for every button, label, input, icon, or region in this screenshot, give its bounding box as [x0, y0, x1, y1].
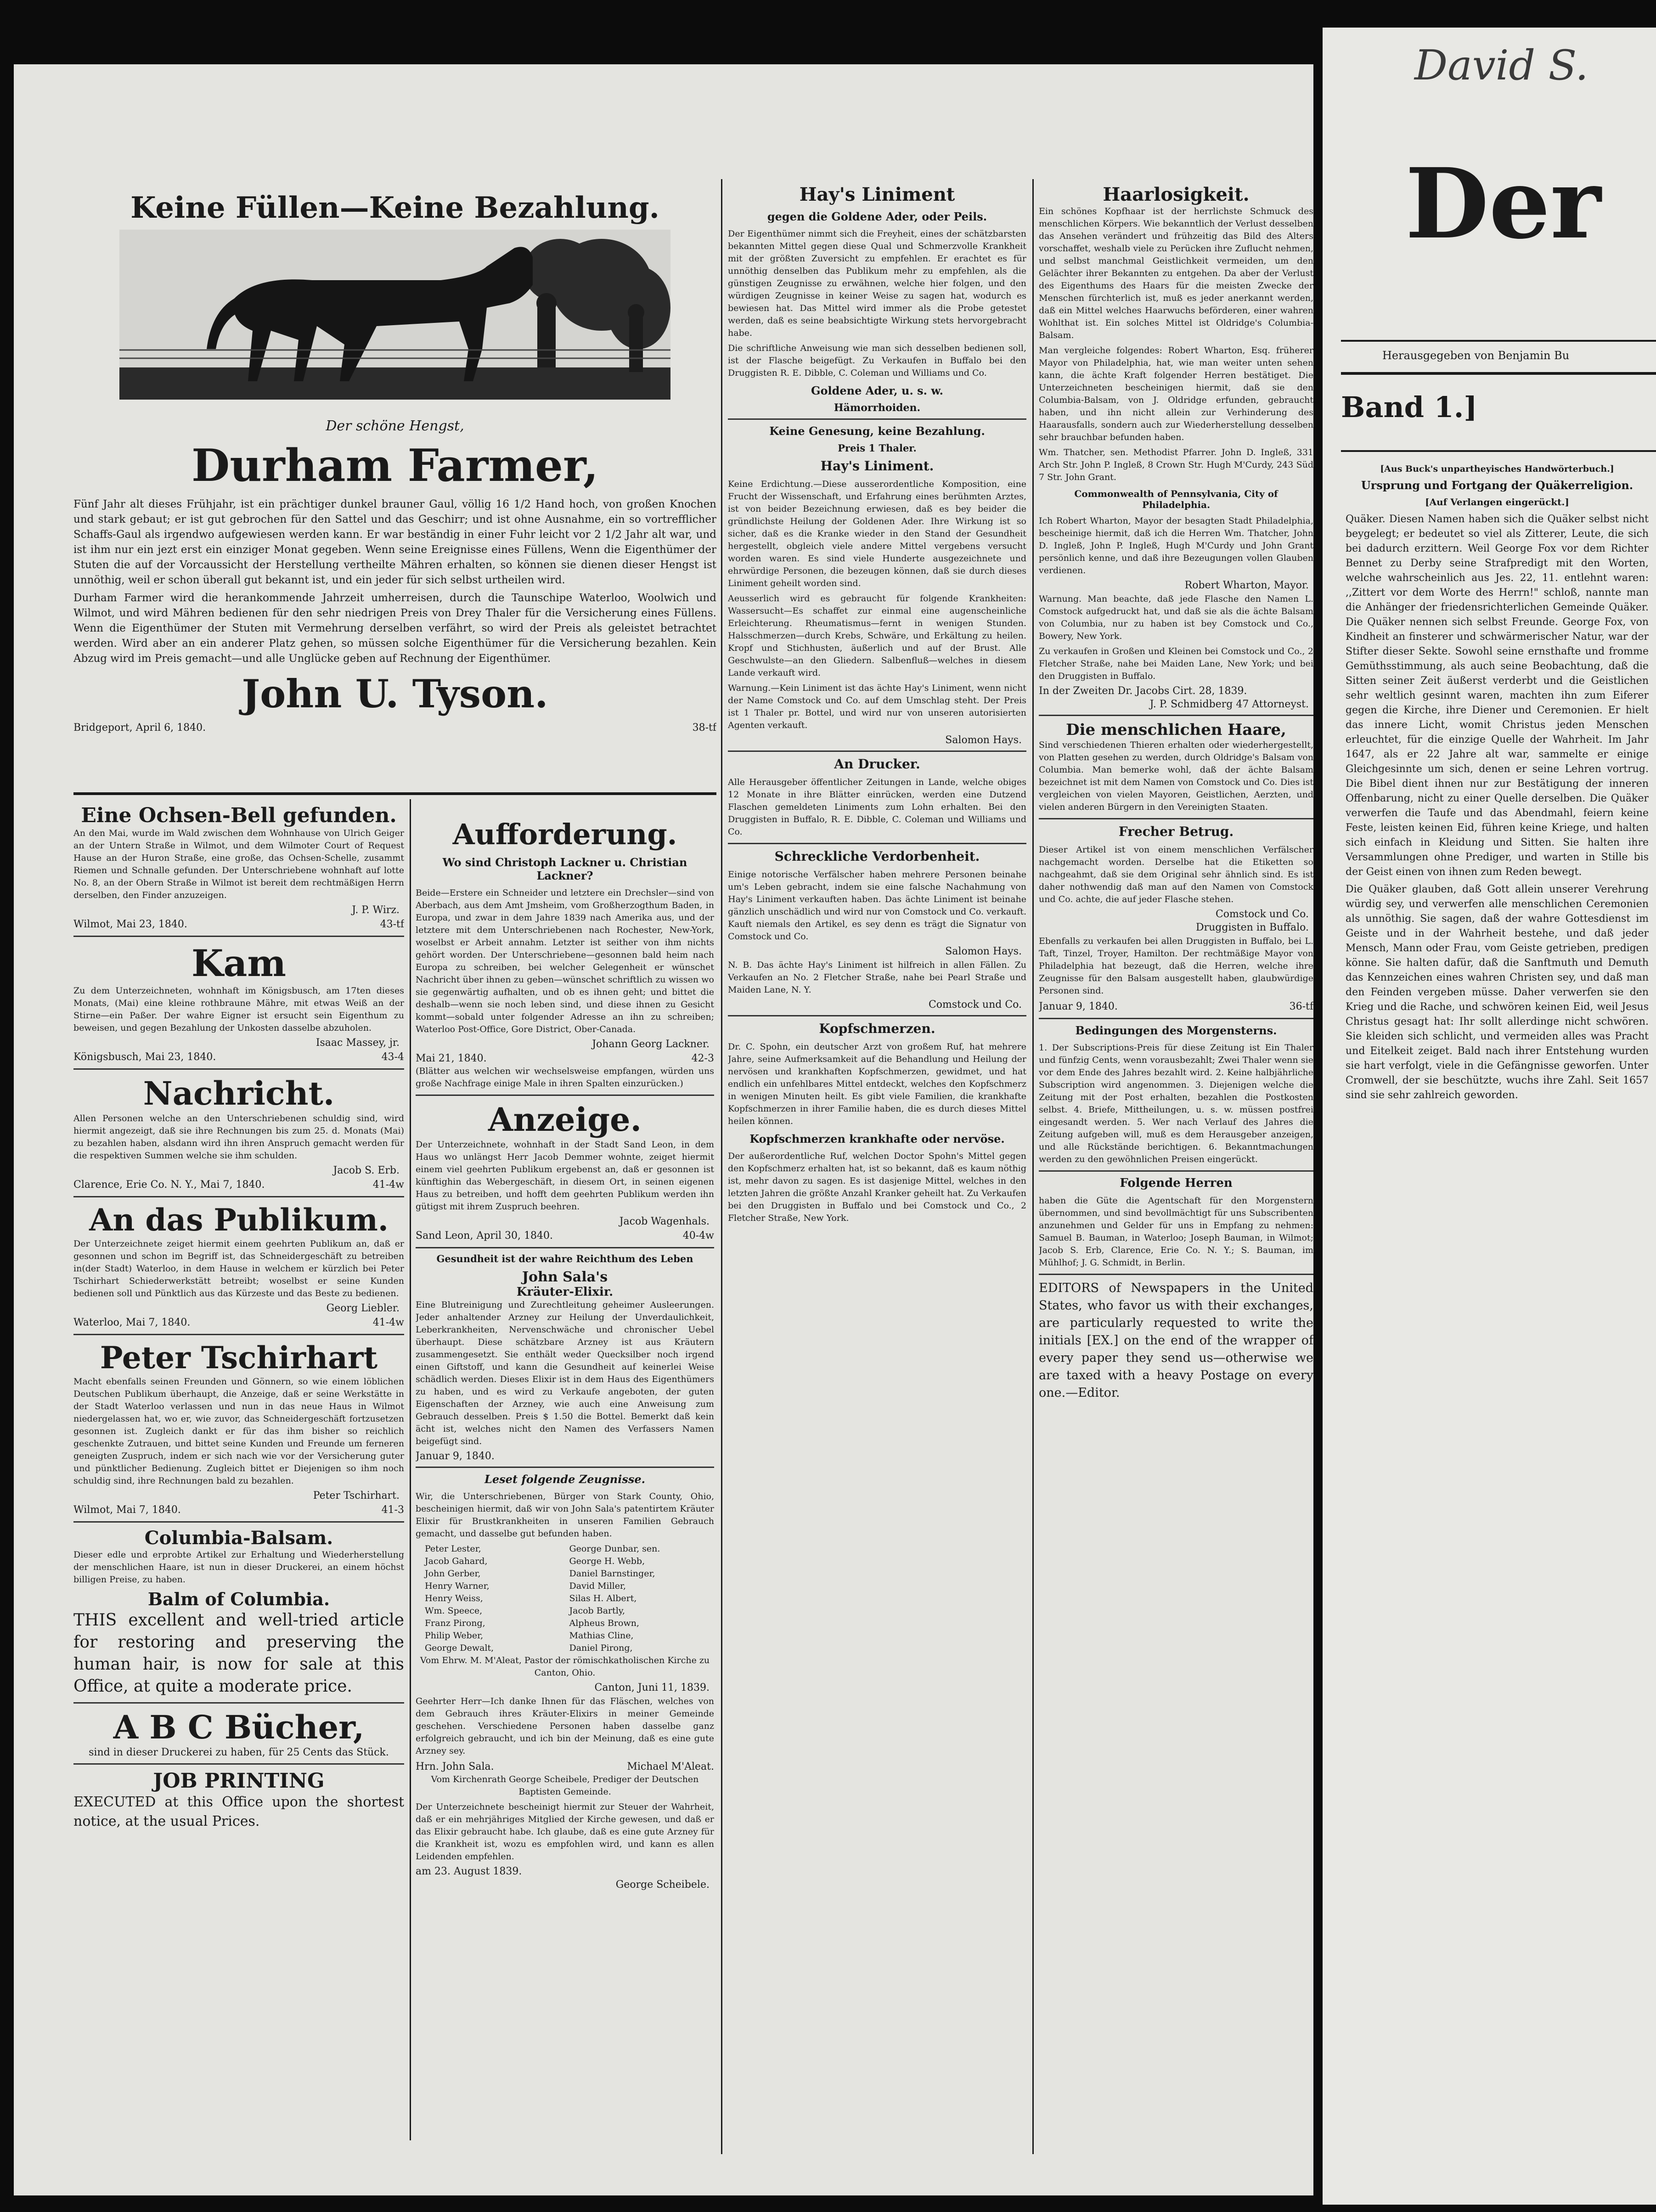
publikum-date: Waterloo, Mai 7, 1840. [73, 1317, 191, 1328]
scheibele-date: am 23. August 1839. [416, 1866, 522, 1877]
divider [1341, 372, 1656, 375]
canton-sig-2: Michael M'Aleat. [627, 1761, 714, 1772]
kopfschmerzen2-text: Der außerordentliche Ruf, welchen Doctor Spohn's Mittel gegen den Kopfschmerz erhalten hat, ist so bekannt, daß es kaum nöthig ist, mehr davon zu sagen. Es ist dasjenige Mittel, welches in den letzten Jahren die größte Anzahl Kranker geheilt hat. Zu Verkaufen bei den Druggisten in Buffalo und bei Comstock und Co., 2 Fletcher Straße, New York. [728, 1151, 1026, 1223]
testimonials-title: Leset folgende Zeugnisse. [484, 1473, 645, 1486]
divider [73, 1196, 404, 1197]
job-printing-title: JOB PRINTING [153, 1769, 325, 1793]
hays-subtitle: gegen die Goldene Ader, oder Peils. [767, 210, 987, 223]
kam-dateline [73, 1050, 404, 1064]
sala-subtitle: Kräuter-Elixir. [516, 1285, 614, 1299]
betrug-dateline [1039, 1000, 1313, 1013]
balm-title: Balm of Columbia. [147, 1589, 330, 1609]
ox-date: Wilmot, Mai 23, 1840. [73, 919, 187, 930]
abc-title: A B C Bücher, [113, 1708, 365, 1746]
nachricht-title: Nachricht. [143, 1074, 335, 1112]
mayor-text: Ich Robert Wharton, Mayor der besagten Stadt Philadelphia, bescheinige hiermit, daß ich die Herren Wm. Thatcher, John D. Ingleß, John P. Ingleß, Hugh M'Curdy und John Grant persönlich kenne, und daß ihre Bezeugungen vollen Glauben verdienen. [1039, 516, 1313, 576]
ox-ref: 43-tf [380, 919, 404, 930]
divider [1341, 340, 1656, 342]
divider [73, 1702, 404, 1704]
betrug-signature: Comstock und Co. [1215, 908, 1309, 920]
ox-text: An den Mai, wurde im Wald zwischen dem Wohnhause von Ulrich Geiger an der Untern Straße in Wilmot, und dem Wilmoter Court of Request Hause an der Huron Straße, eine große, das Ochsen-Schelle, zusammt Riemen und Schnalle gefunden. Der Unterschriebene wohnhaft auf lotte No. 8, an der Obern Straße in Wilmot ist bereit dem rechtmäßigen Herrn derselben, den Finder anzuzeigen. [73, 828, 404, 900]
column-rule [721, 179, 722, 2154]
canton-date: Canton, Juni 11, 1839. [594, 1682, 710, 1693]
price-line: Preis 1 Thaler. [838, 442, 917, 454]
ox-signature: J. P. Wirz. [352, 904, 400, 916]
aufforderung-subtitle: Wo sind Christoph Lackner u. Christian Lackner? [442, 856, 687, 882]
canton-signatures [416, 1760, 714, 1773]
columbia-balsam-title: Columbia-Balsam. [144, 1527, 333, 1549]
canton-line: Vom Ehrw. M. M'Aleat, Pastor der römischkatholischen Kirche zu Canton, Ohio. [420, 1655, 710, 1678]
sala-date: Januar 9, 1840. [416, 1450, 495, 1462]
aufforderung-text: Beide—Erstere ein Schneider und letztere ein Drechsler—sind von Aberbach, aus dem Amt Jmsheim, vom Großherzogthum Baden, in Europa, und zwar in dem Jahre 1839 nach Amerika aus, und der letztere mit dem Unterschriebenen nach Rochester, New-York, woselbst er Arbeit annahm. Letzter ist seither von ihm nichts gehört worden. Der Unterschriebene—gesonnen bald heim nach Europa zu schreiben, bei welcher Gelegenheit er wünschet Nachricht über ihnen zu geben—wünschet schriftlich zu wissen wo sie gegenwärtig aufhalten, und ob es ihnen geht; und bittet die deshalb—wenn sie noch leben sind, und diese ihnen zu Gesicht kommt—sobald unter folgender Adresse an ihn zu schreiben; Waterloo Post-Office, Gore District, Ober-Canada. [416, 888, 714, 1034]
kopfschmerzen2-title: Kopfschmerzen krankhafte oder nervöse. [749, 1132, 1005, 1146]
haarlosigkeit-title: Haarlosigkeit. [1103, 184, 1250, 205]
aufforderung-signature: Johann Georg Lackner. [592, 1038, 710, 1050]
warnung-text-2: Zu verkaufen in Großen und Kleinen bei Comstock und Co., 2 Fletcher Straße, nahe bei Maiden Lane, New York; und bei den Druggisten in Buffalo. [1039, 646, 1313, 681]
mayor-signature: Robert Wharton, Mayor. [1184, 580, 1309, 591]
job-printing-text: EXECUTED at this Office upon the shortest notice, at the usual Prices. [73, 1794, 404, 1829]
aufforderung-title: Aufforderung. [452, 818, 677, 851]
betrug-text-2: Ebenfalls zu verkaufen bei allen Druggisten in Buffalo, bei L. Taft, Tinzel, Troyer, Hamilton. Der rechtmäßige Mayor von Philadelphia hat bezeugt, daß die Herren, welche ihre Zeugnisse für den Balsam ausgestellt haben, glaubwürdige Personen sind. [1039, 936, 1313, 996]
testimonial-name: Jacob Bartly, [569, 1606, 625, 1616]
kam-ref: 43-4 [381, 1051, 404, 1063]
testimonial-name: George Dewalt, [425, 1643, 494, 1653]
testimonial-name: Mathias Cline, [569, 1631, 634, 1641]
divider [73, 936, 404, 937]
no-cure-line: Keine Genesung, keine Bezahlung. [769, 424, 985, 438]
divider [1039, 818, 1313, 819]
divider [73, 1334, 404, 1335]
column-1 [73, 181, 716, 788]
aufforderung-dateline [416, 1052, 714, 1065]
hays2-text-3: Warnung.—Kein Liniment ist das ächte Hay's Liniment, wenn nicht der Name Comstock und Co. auf dem Umschlag steht. Der Preis ist 1 Thaler pr. Bottel, und wird nur von unseren autorisierten Agenten verkauft. [728, 683, 1026, 730]
nachricht-text: Allen Personen welche an den Unterschriebenen schuldig sind, wird hiermit angezeigt, daß sie ihre Rechnungen bis zum 25. d. Monats (Mai) zu bezahlen haben, alsdann wird ihn ihren Anspruch gemacht werden für die respektiven Summen welche sie ihm schulden. [73, 1113, 404, 1161]
right-article [1346, 459, 1649, 2186]
publikum-title: An das Publikum. [89, 1202, 389, 1238]
horse-name: Durham Farmer, [192, 440, 598, 491]
betrug-date: Januar 9, 1840. [1039, 1001, 1118, 1012]
banner-title: Keine Füllen—Keine Bezahlung. [130, 191, 659, 225]
horse-signature: John U. Tyson. [242, 671, 548, 717]
column-3 [728, 184, 1026, 2172]
article-text-2: Die Quäker glauben, daß Gott allein unserer Verehrung würdig sey, und verwerfen alle menschlichen Ceremonien als unnöthig. Sie sagen, daß der wahre Gottesdienst im Geiste und in der Wahrheit bestehe, und daß jeder Mensch, Mann oder Frau, vom Geiste getrieben, predigen könne. Sie halten dafür, daß die Sanftmuth und Demuth das Kennzeichen eines wahren Christen sey, und daß man den Feinden vergeben müsse. Daher verwerfen sie den Krieg und die Rache, und schwören keinen Eid, weil Jesus Christus gesagt hat: Ihr sollt allerdinge nicht schwören. Sie kleiden sich schlicht, und vermeiden alles was Pracht und Eitelkeit zeiget. Bald nach ihrer Entstehung wurden sie hart verfolgt, viele in die Gefängnisse geworfen. Unter Cromwell, der sie beschützte, wuchs ihre Zahl. Seit 1657 sind sie sehr zahlreich geworden. [1346, 884, 1649, 1101]
masthead-title: Der [1405, 147, 1601, 260]
article-subtitle: [Auf Verlangen eingerückt.] [1425, 497, 1569, 508]
testimonial-name: Daniel Barnstinger, [569, 1569, 655, 1579]
schreckliche-signature: Salomon Hays. [945, 946, 1022, 957]
sala-text: Eine Blutreinigung und Zurechtleitung geheimer Ausleerungen. Jeder anhaltender Arzney zur Heilung der Unverdaulichkeit, Leberkrankheiten, Nervenschwäche und chronischer Uebel überhaupt. Diese schätzbare Arzney ist aus Kräutern zusammengesetzt. Sie enthält weder Quecksilber noch irgend einen Giftstoff, und kann die Gesundheit auf keinerlei Weise schädlich werden. Dieses Elixir ist in dem Haus des Eigenthümers zu haben, und es wird zu Verkaufe angeboten, der guten Eigenschaften der Arzney, wie auch eine Anweisung zum Gebrauch desselben. Preis $ 1.50 die Bottel. Bemerkt daß kein ächt ist, welches nicht den Namen des Verfassers Namen beigefügt sind. [416, 1300, 714, 1446]
testimonials-text: Wir, die Unterschriebenen, Bürger von Stark County, Ohio, bescheinigen hiermit, daß wir von John Sala's patentirtem Kräuter Elixir für Brustkrankheiten in unseren Familien Gebrauch gemacht, und dasselbe gut befunden haben. [416, 1491, 714, 1539]
haare-title: Die menschlichen Haare, [1066, 721, 1286, 739]
golden-ader-line: Goldene Ader, u. s. w. [811, 384, 943, 397]
kam-signature: Isaac Massey, jr. [315, 1037, 400, 1049]
horse-ref: 38-tf [692, 722, 716, 734]
testimonial-name: Philip Weber, [425, 1631, 484, 1641]
testimonial-name: Henry Warner, [425, 1581, 490, 1591]
column-4 [1039, 184, 1313, 2172]
anzeige-ref: 40-4w [682, 1230, 714, 1241]
scheibele-text: Der Unterzeichnete bescheinigt hiermit zur Steuer der Wahrheit, daß er ein mehrjähriges Mitglied der Kirche gewesen, und daß er das Elixir gebraucht habe. Ich glaube, daß es eine gute Arzney für die Krankheit ist, wozu es empfohlen wird, und kann es allen Leidenden empfehlen. [416, 1802, 714, 1862]
hays2-text-2: Aeusserlich wird es gebraucht für folgende Krankheiten: Wassersucht—Es schaffet zur einmal eine augenscheinliche Erleichterung. Rheumatismus—fernt in wenigen Stunden. Halsschmerzen—durch Krebs, Schwäre, und Erkältung zu heilen. Kropf und Stichhusten, äußerlich und auf der Brust. Alle Geschwulste—an den Gliedern. Salbenfluß—welches in diesem Lande verkauft wird. [728, 593, 1026, 678]
nachricht-signature: Jacob S. Erb. [333, 1165, 400, 1176]
hays-text-2: Die schriftliche Anweisung wie man sich desselben bedienen soll, ist der Flasche beigefügt. Zu Verkaufen in Buffalo bei den Druggisten R. E. Dibble, C. Coleman und Williams und Co. [728, 343, 1026, 378]
divider [416, 1467, 714, 1468]
column-rule [410, 799, 411, 2140]
tschirhart-date: Wilmot, Mai 7, 1840. [73, 1504, 181, 1516]
tschirhart-signature: Peter Tschirhart. [313, 1490, 400, 1501]
warnung-date: In der Zweiten Dr. Jacobs Cirt. 28, 1839. [1039, 685, 1247, 697]
hays-text: Der Eigenthümer nimmt sich die Freyheit, eines der schätzbarsten bekannten Mittel gegen diese Qual und Schmerzvolle Krankheit mit der größten Zuversicht zu empfehlen. Er erachtet es für unnöthig denselben das Publikum mehr zu empfehlen, als die günstigen Zeugnisse zu erwähnen, welche hier folgen, und den würdigen Zeugnisse in keiner Weise zu sagen hat, wodurch es bewiesen hat. Das Mittel wird immer als die Probe getestet werden, daß es seine beabsichtigte Wirkung stets hervorgebracht habe. [728, 229, 1026, 338]
ox-dateline [73, 918, 404, 931]
nachricht-dateline [73, 1178, 404, 1191]
aufforderung-date: Mai 21, 1840. [416, 1053, 487, 1064]
haarlosigkeit-text-2: Man vergleiche folgendes: Robert Wharton, Esq. früherer Mayor von Philadelphia, hat, wie man weiter unten sehen kann, die ächte Kraft folgender Herren bestätiget. Die Unterzeichneten bescheinigen hiermit, daß sie den Columbia-Balsam, von J. Oldridge erfunden, gebraucht haben, und ihn nicht allein zur Verhinderung des Haarausfalls, sondern auch zur Wiederherstellung desselben sehr brauchbar befunden haben. [1039, 345, 1313, 442]
ox-title: Eine Ochsen-Bell gefunden. [81, 804, 397, 827]
abc-text: sind in dieser Druckerei zu haben, für 25 Cents das Stück. [89, 1747, 389, 1758]
testimonial-name: Peter Lester, [425, 1544, 481, 1554]
schreckliche-title: Schreckliche Verdorbenheit. [774, 849, 980, 864]
health-line: Gesundheit ist der wahre Reichthum des Leben [436, 1253, 693, 1264]
column-rule [1032, 179, 1034, 2154]
betrug-address: Druggisten in Buffalo. [1195, 922, 1309, 933]
aufforderung-ref: 42-3 [691, 1053, 714, 1064]
betrug-text: Dieser Artikel ist von einem menschlichen Verfälscher nachgemacht worden. Derselbe hat die Etiketten so nachgeahmt, daß sie dem Original sehr ähnlich sind. Es ist daher nothwendig daß man auf den Namen von Comstock und Co. achte, die auf jeder Flasche stehen. [1039, 845, 1313, 904]
schreckliche-note: N. B. Das ächte Hay's Liniment ist hilfreich in allen Fällen. Zu Verkaufen an No. 2 Fletcher Straße, nahe bei Pearl Straße und Maiden Lane, N. Y. [728, 960, 1026, 995]
testimonial-name: Franz Pirong, [425, 1618, 485, 1628]
testimonial-name: George Dunbar, sen. [569, 1544, 660, 1554]
column-2 [416, 818, 714, 2172]
publikum-signature: Georg Liebler. [326, 1303, 400, 1314]
divider [728, 418, 1026, 420]
canton-sig-1: Hrn. John Sala. [416, 1761, 494, 1772]
horse-subtitle: Der schöne Hengst, [326, 418, 464, 434]
nachricht-ref: 41-4w [372, 1179, 404, 1191]
scheibele-signature: George Scheibele. [615, 1879, 710, 1890]
testimonial-name: Daniel Pirong, [569, 1643, 633, 1653]
anzeige-date: Sand Leon, April 30, 1840. [416, 1230, 553, 1241]
hays2-signature: Salomon Hays. [945, 734, 1022, 746]
balm-text: THIS excellent and well-tried article for restoring and preserving the human hair, is now for sale at this Office, at quite a moderate price. [73, 1611, 404, 1696]
publikum-text: Der Unterzeichnete zeiget hiermit einem geehrten Publikum an, daß er gesonnen und schon im Begriff ist, das Schneidergeschäft zu betreiben in(der Stadt) Waterloo, in dem Hause in welchem er kürzlich bei Peter Tschirhart Schiederwerkstätt betreibt; woselbst er seine Kunden bedienen soll und Pünktlich aus das Kürzeste und das Beste zu bedienen. [73, 1239, 404, 1298]
tschirhart-title: Peter Tschirhart [100, 1340, 378, 1376]
divider [416, 1095, 714, 1096]
anzeige-text: Der Unterzeichnete, wohnhaft in der Stadt Sand Leon, in dem Haus wo unlängst Herr Jacob Demmer wohnte, zeiget hiermit einem viel geehrten Publikum ergebenst an, daß er gesonnen ist künftighin das Webergeschäft, in diesem Ort, in seinen eigenen Haus zu betreiben, und hofft dem geehrten Publikum werden ihn gütigst mit ihrem Zuspruch beehren. [416, 1140, 714, 1212]
testimonial-name: John Gerber, [425, 1569, 481, 1579]
kam-text: Zu dem Unterzeichneten, wohnhaft im Königsbusch, am 17ten dieses Monats, (Mai) eine kleine rothbraune Mähre, mit etwas Weiß an der Stirne—ein Paßer. Der wahre Eigner ist ersucht sein Eigenthum zu beweisen, und gegen Bezahlung der Unkosten dasselbe abzuholen. [73, 986, 404, 1033]
sala-title: John Sala's [522, 1269, 608, 1285]
haare-text: Sind verschiedenen Thieren erhalten oder wiederhergestellt, von Platten gesehen zu werden, durch Oldridge's Balsam von Columbia. Man bemerke wohl, daß der ächte Balsam bezeichnet ist mit dem Namen von Comstock und Co. Dies ist vergleichen von vielen Mayoren, Geistlichen, Aerzten, und vielen anderen Bürgern in den Vereinigten Staaten. [1039, 740, 1313, 812]
scheibele-line: Vom Kirchenrath George Scheibele, Prediger der Deutschen Baptisten Gemeinde. [431, 1774, 699, 1797]
divider [1039, 1018, 1313, 1019]
publisher-line: Herausgegeben von Benjamin Bu [1382, 349, 1570, 362]
divider [1039, 715, 1313, 716]
hays2-text: Keine Erdichtung.—Diese ausserordentliche Komposition, eine Frucht der Wissenschaft, und Erfahrung eines berühmten Arztes, ist von beider Bezeichnung erwiesen, daß es bey beider die gründlichste Heilung der Goldenen Ader. Ihre Wirkung ist so sicher, daß es die Kranke wieder in den Stand der Gesundheit hergestellt, obgleich viele andere Mittel vergebens versucht worden waren. Es sind viele Hunderte ausgezeichnete und ehrwürdige Personen, die bezeugen können, daß sie durch dieses Liniment geheilt worden sind. [728, 479, 1026, 588]
aufforderung-note: (Blätter aus welchen wir wechselsweise empfangen, würden uns große Nachfrage einige Male in ihren Spalten einzurücken.) [416, 1066, 714, 1089]
article-source: [Aus Buck's unpartheyisches Handwörterbuch.] [1380, 464, 1614, 474]
horse-dateline [73, 721, 716, 734]
bedingungen-text: 1. Der Subscriptions-Preis für diese Zeitung ist Ein Thaler und fünfzig Cents, wenn vorausbezahlt; Zwei Thaler wenn sie vor dem Ende des Jahres bezahlt wird. 2. Keine halbjährliche Subscription wird angenommen. 3. Diejenigen welche die Zeitung mit der Post erhalten, bezahlen die Postkosten selbst. 4. Briefe, Mittheilungen, u. s. w. müssen postfrei eingesandt werden. 5. Wer nach Verlauf des Jahres die Zeitung aufgeben will, muß es dem Herausgeber anzeigen, und alle Rückstände berichtigen. 6. Bekanntmachungen werden zu den gewöhnlichen Preisen eingerückt. [1039, 1043, 1313, 1164]
testimonial-name: David Miller, [569, 1581, 626, 1591]
hays-title: Hay's Liniment [799, 184, 955, 205]
tschirhart-ref: 41-3 [381, 1504, 404, 1516]
horse-description: Fünf Jahr alt dieses Frühjahr, ist ein prächtiger dunkel brauner Gaul, völlig 16 1/2 Hand hoch, von großen Knochen und stark gebaut; er ist gut gebrochen für den Sattel und das Geschirr; und ist ohne Ausnahme, ein so vortrefflicher Schaffs-Gaul als irgendwo aufgewiesen werden kann. Er war beständig in einer Fuhr leicht vor 2 1/2 Jahr alt war, und ist ihm nur ein jezt erst ein einziger Monat gegeben. Wenn seine Ereignisse eines Füllens, Wenn die Eigenthümer der Stuten die auf der Vorcaussicht der Herstellung vertheilte Mähren erhalten, so können sie dienen dieser Hengst ist unnöthig, weil er schon überall gut bekannt ist, und ein jeder für sich selbst urtheilen wird. [73, 498, 716, 586]
kam-date: Königsbusch, Mai 23, 1840. [73, 1051, 216, 1063]
tschirhart-dateline [73, 1503, 404, 1517]
publikum-dateline [73, 1316, 404, 1329]
mayor-line: Commonwealth of Pennsylvania, City of Philadelphia. [1074, 488, 1278, 510]
newspaper-page-left [14, 64, 1313, 2195]
canton-text: Geehrter Herr—Ich danke Ihnen für das Fläschen, welches von dem Gebrauch ihres Kräuter-Elixirs in meiner Gemeinde geschehen. Verschiedene Personen haben dasselbe ganz erfolgreich gebraucht, und ich bin der Meinung, daß es eine gute Arzney sey. [416, 1696, 714, 1756]
testimonial-name: Henry Weiss, [425, 1593, 483, 1603]
drucker-title: An Drucker. [834, 756, 920, 772]
anzeige-dateline [416, 1229, 714, 1242]
horse-illustration [119, 230, 670, 400]
anzeige-signature: Jacob Wagenhals. [619, 1216, 710, 1227]
columbia-balsam-text: Dieser edle und erprobte Artikel zur Erhaltung und Wiederherstellung der menschlichen Haare, ist nun in dieser Druckerei, an einem höchst billigen Preise, zu haben. [73, 1550, 404, 1585]
publikum-ref: 41-4w [372, 1317, 404, 1328]
bedingungen-title: Bedingungen des Morgensterns. [1075, 1024, 1277, 1037]
divider [1341, 450, 1656, 452]
kopfschmerzen-title: Kopfschmerzen. [819, 1021, 935, 1036]
divider [416, 1247, 714, 1248]
testimonial-name: Wm. Speece, [425, 1606, 483, 1616]
newspaper-page-right [1323, 28, 1656, 2205]
divider [73, 792, 716, 795]
haarlosigkeit-text: Ein schönes Kopfhaar ist der herrlichste Schmuck des menschlichen Körpers. Wie bekanntlich der Verlust desselben das Ansehen verändert und frühzeitig das Bild des Alters vorschaffet, weshalb viele zu Perücken ihre Zuflucht nehmen, und selbst manchmal Geistlichkeit vermeiden, um den Gelächter ihrer Bekannten zu entgehen. Da aber der Verlust des Eigenthums des Haars für die meisten Zwecke der Menschen fürchterlich ist, muß es jeder anerkannt werden, daß ein Mittel welches Haarwuchs beförderen, einer wahren Wohlthat ist. Ein solches Mittel ist Oldridge's Columbia-Balsam. [1039, 206, 1313, 340]
divider [728, 750, 1026, 752]
schreckliche-text: Einige notorische Verfälscher haben mehrere Personen beinahe um's Leben gebracht, indem sie eine falsche Nachahmung von Hay's Liniment verkauften haben. Das ächte Liniment ist beinahe gänzlich unschädlich und wird nur von Comstock und Co. verkauft. Kauft niemals den Artikel, es sey denn es trägt die Signatur von Comstock und Co. [728, 869, 1026, 942]
herren-title: Folgende Herren [1120, 1176, 1233, 1190]
divider [1039, 1274, 1313, 1275]
divider [728, 843, 1026, 844]
warnung-signature: J. P. Schmidberg 47 Attorneyst. [1149, 699, 1309, 710]
anzeige-title: Anzeige. [488, 1100, 642, 1139]
horse-woodcut [119, 230, 670, 400]
testimonial-name: Silas H. Albert, [569, 1593, 637, 1603]
drucker-text: Alle Herausgeber öffentlicher Zeitungen in Lande, welche obiges 12 Monate in ihre Blätter einrücken, werden eine Dutzend Flaschen gemeldeten Liniments zum Lohn erhalten. Bei den Druggisten in Buffalo, R. E. Dibble, C. Coleman und Williams und Co. [728, 777, 1026, 837]
divider [73, 1763, 404, 1765]
haarlosigkeit-names: Wm. Thatcher, sen. Methodist Pfarrer. John D. Ingleß, 331 Arch Str. John P. Ingleß, 8 Crown Str. Hugh M'Curdy, 243 Süd 7 Str. John Grant. [1039, 447, 1313, 482]
herren-text: haben die Güte die Agentschaft für den Morgenstern übernommen, und sind bevollmächtigt für uns Subscribenten anzunehmen und Gelder für uns in Empfang zu nehmen: Samuel B. Bauman, in Waterloo; Joseph Bauman, in Wilmot; Jacob S. Erb, Clarence, Erie Co. N. Y.; S. Bauman, im Mühlhof; J. G. Schmidt, in Berlin. [1039, 1196, 1313, 1268]
article-title: Ursprung und Fortgang der Quäkerreligion. [1361, 479, 1633, 492]
kopfschmerzen-text: Dr. C. Spohn, ein deutscher Arzt von großem Ruf, hat mehrere Jahre, seine Aufmerksamkeit auf die Behandlung und Heilung der nervösen und krankhaften Kopfschmerzen, gewidmet, und hat endlich ein unfehlbares Mittel entdeckt, welches den Kopfschmerz in wenigen Minuten heilt. Es gibt viele Familien, die krankhafte Kopfschmerzen in ihrer Familie haben, die es durch dieses Mittel heilen können. [728, 1042, 1026, 1126]
divider [73, 1068, 404, 1070]
editors-notice: EDITORS of Newspapers in the United States, who favor us with their exchanges, are particularly requested to write the initials [EX.] on the end of the wrapper of every paper they send us—otherwise we are taxed with a heavy Postage on every one.—Editor. [1039, 1281, 1313, 1400]
column-1-lower [73, 804, 404, 2163]
divider [73, 1521, 404, 1523]
handwritten-signature: David S. [1414, 41, 1588, 90]
warnung-text: Warnung. Man beachte, daß jede Flasche den Namen L. Comstock aufgedruckt hat, und daß sie als die ächte Balsam von Columbia, nur zu haben ist bey Comstock und Co., Bowery, New York. [1039, 594, 1313, 641]
testimonial-name: George H. Webb, [569, 1556, 645, 1566]
hays2-title: Hay's Liniment. [820, 458, 934, 474]
testimonial-names [416, 1543, 714, 1654]
nachricht-date: Clarence, Erie Co. N. Y., Mai 7, 1840. [73, 1179, 265, 1191]
volume-label: Band 1.] [1341, 390, 1477, 424]
golden-ader-sub: Hämorrhoiden. [834, 402, 921, 414]
betrug-ref: 36-tf [1289, 1001, 1313, 1012]
kam-title: Kam [191, 942, 286, 985]
divider [728, 1015, 1026, 1016]
horse-date: Bridgeport, April 6, 1840. [73, 722, 206, 734]
horse-terms: Durham Farmer wird die herankommende Jahrzeit umherreisen, durch die Taunschipe Waterloo, Woolwich und Wilmot, und wird Mähren bedienen für den sehr niedrigen Preis von Drey Thaler für die Versicherung eines Füllens. Wenn die Eigenthümer der Stuten mit Vermehrung derselben verfährt, so wird der Preis als geleistet betrachtet werden. Wird aber an ein anderer Platz gehen, so müssen solche Eigenthümer für die Versicherung bezahlen. Kein Abzug wird im Preis gemacht—und alle Unglücke geben auf Rechnung der Eigenthümer. [73, 592, 716, 665]
divider [1039, 1170, 1313, 1172]
betrug-title: Frecher Betrug. [1118, 824, 1234, 839]
schreckliche-signature-2: Comstock und Co. [928, 999, 1022, 1010]
testimonial-name: Alpheus Brown, [569, 1618, 639, 1628]
article-text: Quäker. Diesen Namen haben sich die Quäker selbst nicht beygelegt; er bedeutet so viel als Zitterer, Leute, die sich bei dadurch erzittern. Weil George Fox vor dem Richter Bennet zu Derby seine Strafpredigt mit den Worten, welche wahrscheinlich aus Jes. 22, 11. entlehnt waren: ,,Zittert vor dem Worte des Herrn!" schloß, nannte man die Anhänger der friedensrichterlichen Gemeinde Quäker. Die Quäker nennen sich selbst Freunde. George Fox, von Kindheit an finsterer und schwärmerischer Natur, war der Stifter dieser Sekte. Sowohl seine ernsthafte und fromme Gemüthsstimmung, als auch seine Beobachtung, daß die Sitten seiner Zeit äußerst verderbt und die Geistlichen sehr weltlich gesinnt waren, machten ihn zum Eiferer gegen die Kirche, ihre Diener und Ceremonien. Er hielt das innere Licht, womit Christus jeden Menschen erleuchtet, für die einzige Quelle der Wahrheit. Im Jahr 1647, als er 22 Jahre alt war, sammelte er einige Gleichgesinnte um sich, denen er seine Lehren vortrug. Die Bibel dient ihnen nur zur Bestätigung der inneren Offenbarung, nicht zu einer Quelle derselben. Die Quäker verwerfen die Taufe und das Abendmahl, feiern keine Feste, leisten keinen Eid, führen keine Kriege, und halten sich einfach in Kleidung und Sitten. Sie halten ihre Versammlungen ohne Prediger, und warten in Stille bis der Geist einen von ihnen zum Reden bewegt. [1346, 514, 1649, 878]
testimonial-name: Jacob Gahard, [425, 1556, 488, 1566]
tschirhart-text: Macht ebenfalls seinen Freunden und Gönnern, so wie einem löblichen Deutschen Publikum überhaupt, die Anzeige, daß er seine Werkstätte in der Stadt Waterloo verlassen und nun in das neue Haus in Wilmot niedergelassen hat, wo er, wie zuvor, das Schneidergeschäft fortzusetzen gesonnen ist. Zugleich dankt er für das ihm bisher so reichlich geschenkte Zutrauen, und bittet seine Kunden und Freunde um ferneren geneigten Zuspruch, indem er sich nach wie vor der Versicherung guter und pünktlicher Bedienung. Zugleich bittet er Diejenigen so ihm noch schuldig sind, ihre Rechnungen bald zu bezahlen. [73, 1377, 404, 1486]
